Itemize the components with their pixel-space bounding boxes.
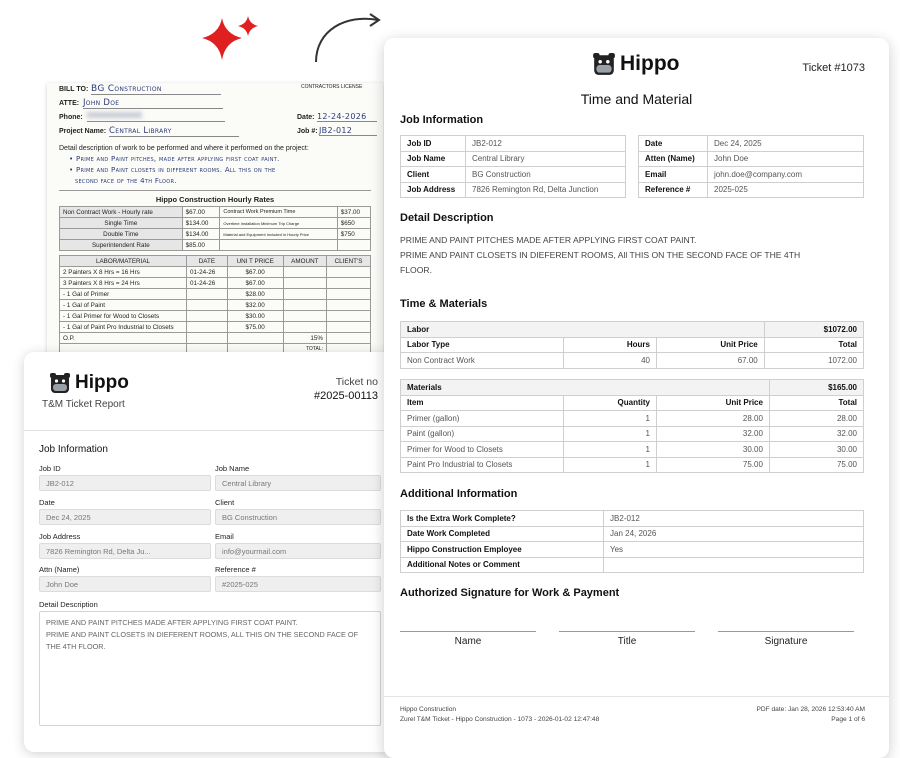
- rate-cell: Single Time: [60, 218, 183, 229]
- detail-text-2: PRIME AND PAINT CLOSETS IN DIEFERENT ROOMS, ALL THIS ON THE SECOND FACE OF THE 4TH FLOOR.: [46, 630, 359, 651]
- detail-label: Detail Description: [39, 600, 98, 609]
- footer-ticket: Zurel T&M Ticket - Hippo Construction - 1073 - 2026-01-02 12:47:48: [400, 716, 600, 723]
- labor-label: Labor: [401, 322, 765, 338]
- detail-line-3: second face of the 4th Floor.: [75, 177, 177, 185]
- materials-cell: 32.00: [657, 426, 770, 442]
- lm-header: AMOUNT: [283, 256, 326, 267]
- kv-key: Is the Extra Work Complete?: [401, 511, 604, 527]
- op-value: 15%: [283, 333, 326, 344]
- rate-cell: $67.00: [182, 207, 220, 218]
- footer-divider: [384, 696, 889, 697]
- kv-key: Job Address: [401, 182, 466, 198]
- additional-title: Additional Information: [400, 488, 518, 500]
- pdf-detail-line-2: PRIME AND PAINT CLOSETS IN DIEFERENT ROOMS, All THIS ON THE SECOND FACE OF THE 4TH: [400, 250, 801, 260]
- lm-cell: $67.00: [227, 267, 283, 278]
- divider: [59, 190, 371, 191]
- sig-name-label: Name: [454, 636, 482, 647]
- labor-header: Labor Type: [401, 337, 564, 353]
- labor-header: Hours: [564, 337, 657, 353]
- footer-pdf-date: PDF date: Jan 28, 2026 12:53:40 AM: [756, 706, 865, 713]
- pdf-ticket-number: Ticket #1073: [802, 62, 865, 74]
- total-label: TOTAL:: [283, 344, 326, 355]
- date-label: Date: [39, 498, 55, 507]
- lm-cell: [327, 278, 371, 289]
- rate-cell: $134.00: [182, 229, 220, 240]
- signature-title: Authorized Signature for Work & Payment: [400, 587, 620, 599]
- lm-cell: $67.00: [227, 278, 283, 289]
- kv-key: Client: [401, 167, 466, 183]
- client-field[interactable]: BG Construction: [215, 509, 381, 525]
- ticket-report-card: [24, 352, 398, 752]
- lm-cell: 01-24-26: [187, 267, 228, 278]
- lm-cell: - 1 Gal of Primer: [60, 289, 187, 300]
- lm-cell: 3 Painters X 8 Hrs = 24 Hrs: [60, 278, 187, 289]
- op-label: O.P.: [60, 333, 187, 344]
- kv-key: Hippo Construction Employee: [401, 542, 604, 558]
- rate-cell: $750: [337, 229, 370, 240]
- detail-textarea[interactable]: [39, 611, 381, 726]
- redacted-phone: [87, 112, 142, 118]
- lm-cell: [327, 289, 371, 300]
- materials-cell: 28.00: [657, 411, 770, 427]
- job-id-label: Job ID: [39, 464, 61, 473]
- job-name-field[interactable]: Central Library: [215, 475, 381, 491]
- lm-cell: [187, 289, 228, 300]
- attn-label: Attn (Name): [39, 565, 80, 574]
- lm-cell: - 1 Gal of Paint Pro Industrial to Closets: [60, 322, 187, 333]
- labor-cell: 1072.00: [764, 353, 863, 369]
- kv-value: John Doe: [708, 151, 864, 167]
- labor-cell: 40: [564, 353, 657, 369]
- materials-label: Materials: [401, 380, 770, 396]
- lm-cell: [187, 311, 228, 322]
- kv-key: Job ID: [401, 136, 466, 152]
- materials-cell: 32.00: [769, 426, 863, 442]
- materials-cell: 28.00: [769, 411, 863, 427]
- lm-cell: [283, 289, 326, 300]
- lm-cell: $32.00: [227, 300, 283, 311]
- lm-cell: [283, 267, 326, 278]
- materials-cell: 1: [564, 442, 657, 458]
- detail-title: Detail Description: [400, 212, 494, 224]
- brand-logo: [49, 372, 129, 394]
- kv-value: Jan 24, 2026: [604, 526, 864, 542]
- reference-label: Reference #: [215, 565, 256, 574]
- labor-header: Unit Price: [657, 337, 765, 353]
- sparkle-icon: [198, 14, 262, 64]
- kv-value: Dec 24, 2025: [708, 136, 864, 152]
- materials-cell: Primer for Wood to Closets: [401, 442, 564, 458]
- materials-cell: 75.00: [657, 457, 770, 473]
- pdf-detail-line-3: FLOOR.: [400, 265, 432, 275]
- phone-value: [87, 112, 225, 122]
- atte-value: John Doe: [83, 98, 223, 109]
- lm-cell: - 1 Gal of Paint: [60, 300, 187, 311]
- rate-cell: Contract Work Premium Time: [220, 207, 337, 218]
- materials-header: Unit Price: [657, 395, 770, 411]
- lm-cell: 01-24-26: [187, 278, 228, 289]
- rate-cell: Double Time: [60, 229, 183, 240]
- kv-value: john.doe@company.com: [708, 167, 864, 183]
- kv-value: Yes: [604, 542, 864, 558]
- labor-table: [400, 321, 864, 369]
- lm-header: DATE: [187, 256, 228, 267]
- job-info-left-table: [400, 135, 626, 198]
- rate-cell: $650: [337, 218, 370, 229]
- materials-cell: Paint (gallon): [401, 426, 564, 442]
- materials-header: Total: [769, 395, 863, 411]
- pdf-brand-name: Hippo: [620, 52, 680, 75]
- bill-to-label: BILL TO:: [59, 86, 89, 93]
- ticket-number: #2025-00113: [313, 390, 378, 402]
- lm-cell: [187, 322, 228, 333]
- report-subtitle: T&M Ticket Report: [42, 399, 125, 410]
- lm-cell: [327, 267, 371, 278]
- materials-header: Item: [401, 395, 564, 411]
- kv-key: Date: [639, 136, 708, 152]
- detail-prompt: Detail description of work to be performed and where it performed on the project:: [59, 145, 309, 152]
- footer-page: Page 1 of 6: [831, 716, 865, 723]
- lm-header: CLIENT'S: [327, 256, 371, 267]
- date-field[interactable]: Dec 24, 2025: [39, 509, 211, 525]
- kv-value: JB2-012: [466, 136, 626, 152]
- lm-cell: [327, 322, 371, 333]
- sig-title-label: Title: [617, 636, 637, 647]
- rates-table: [59, 206, 371, 251]
- lm-cell: 2 Painters X 8 Hrs = 16 Hrs: [60, 267, 187, 278]
- kv-value: JB2-012: [604, 511, 864, 527]
- pdf-preview-card: [384, 38, 889, 758]
- phone-label: Phone:: [59, 114, 83, 121]
- lm-cell: [227, 333, 283, 344]
- pdf-brand-logo: [592, 52, 679, 76]
- sig-line-name: [400, 631, 536, 632]
- materials-cell: 75.00: [769, 457, 863, 473]
- sig-line-title: [559, 631, 695, 632]
- address-field[interactable]: 7826 Remington Rd, Delta Ju...: [39, 543, 211, 559]
- lm-cell: $30.00: [227, 311, 283, 322]
- rate-cell: [337, 240, 370, 251]
- client-label: Client: [215, 498, 235, 507]
- header-divider: [24, 430, 398, 431]
- labor-header: Total: [764, 337, 863, 353]
- materials-cell: Primer (gallon): [401, 411, 564, 427]
- kv-value: 7826 Remington Rd, Delta Junction: [466, 182, 626, 198]
- detail-line-1: • Prime and Paint pitches, made after applying first coat paint.: [69, 155, 280, 163]
- rate-cell: $134.00: [182, 218, 220, 229]
- rates-title: Hippo Construction Hourly Rates: [155, 195, 275, 204]
- bill-to-value: BG Construction: [91, 84, 221, 95]
- materials-cell: Paint Pro Industrial to Closets: [401, 457, 564, 473]
- kv-key: Atten (Name): [639, 151, 708, 167]
- additional-table: [400, 510, 864, 573]
- ticket-label: Ticket no: [335, 376, 378, 388]
- materials-cell: 1: [564, 426, 657, 442]
- materials-cell: 1: [564, 411, 657, 427]
- kv-value: BG Construction: [466, 167, 626, 183]
- lm-cell: [327, 300, 371, 311]
- sig-signature-label: Signature: [764, 636, 808, 647]
- rate-cell: Superintendent Rate: [60, 240, 183, 251]
- kv-value: [604, 557, 864, 573]
- lm-cell: [283, 311, 326, 322]
- job-info-title: Job Information: [400, 114, 484, 126]
- rate-cell: Overtime Installation Minimum Trip Charge: [220, 218, 337, 229]
- detail-line-2: • Prime and Paint closets in different rooms. All this on the: [69, 166, 276, 174]
- sig-line-signature: [718, 631, 854, 632]
- lm-cell: - 1 Gal Primer for Wood to Closets: [60, 311, 187, 322]
- labor-total: $1072.00: [764, 322, 863, 338]
- lm-cell: [327, 311, 371, 322]
- email-field[interactable]: info@yourmail.com: [215, 543, 381, 559]
- job-info-right-table: [638, 135, 864, 198]
- rate-cell: Non Contract Work - Hourly rate: [60, 207, 183, 218]
- date-label: Date:: [297, 114, 315, 121]
- hippo-logo-icon: [592, 53, 616, 76]
- kv-key: Job Name: [401, 151, 466, 167]
- labor-material-table: [59, 255, 371, 355]
- job-name-label: Job Name: [215, 464, 250, 473]
- materials-table: [400, 379, 864, 473]
- reference-field[interactable]: #2025-025: [215, 576, 381, 592]
- detail-text-1: PRIME AND PAINT PITCHES MADE AFTER APPLYING FIRST COAT PAINT.: [46, 618, 298, 627]
- date-value: 12-24-2026: [317, 112, 377, 122]
- email-label: Email: [215, 532, 234, 541]
- contractors-license: CONTRACTORS LICENSE: [301, 84, 363, 90]
- kv-key: Reference #: [639, 182, 708, 198]
- materials-cell: 30.00: [769, 442, 863, 458]
- lm-header: LABOR/MATERIAL: [60, 256, 187, 267]
- labor-cell: 67.00: [657, 353, 765, 369]
- footer-company: Hippo Construction: [400, 706, 457, 713]
- address-label: Job Address: [39, 532, 81, 541]
- project-value: Central Library: [109, 126, 239, 137]
- rate-cell: $37.00: [337, 207, 370, 218]
- pdf-detail-line-1: PRIME AND PAINT PITCHES MADE AFTER APPLYING FIRST COAT PAINT.: [400, 235, 697, 245]
- kv-key: Date Work Completed: [401, 526, 604, 542]
- pdf-detail-text: [400, 233, 800, 278]
- lm-cell: $75.00: [227, 322, 283, 333]
- materials-total: $165.00: [769, 380, 863, 396]
- rate-cell: Material and Equipment Included in Hourly Price: [220, 229, 337, 240]
- lm-cell: [283, 322, 326, 333]
- paper-tm-form: [47, 83, 383, 368]
- curved-arrow-icon: [306, 10, 388, 66]
- kv-key: Email: [639, 167, 708, 183]
- project-label: Project Name:: [59, 128, 107, 135]
- lm-cell: [187, 300, 228, 311]
- lm-cell: [327, 333, 371, 344]
- lm-cell: [187, 333, 228, 344]
- rate-cell: $85.00: [182, 240, 220, 251]
- kv-key: Additional Notes or Comment: [401, 557, 604, 573]
- labor-cell: Non Contract Work: [401, 353, 564, 369]
- atte-label: ATTE:: [59, 100, 80, 107]
- hippo-logo-icon: [49, 373, 71, 394]
- materials-cell: 1: [564, 457, 657, 473]
- lm-header: UNI T PRICE: [227, 256, 283, 267]
- kv-value: Central Library: [466, 151, 626, 167]
- rate-cell: [220, 240, 337, 251]
- tm-title: Time & Materials: [400, 298, 488, 310]
- lm-cell: $28.00: [227, 289, 283, 300]
- materials-header: Quantity: [564, 395, 657, 411]
- kv-value: 2025-025: [708, 182, 864, 198]
- materials-cell: 30.00: [657, 442, 770, 458]
- lm-cell: [283, 300, 326, 311]
- job-label: Job #:: [297, 128, 318, 135]
- job-value: JB2-012: [319, 126, 377, 136]
- brand-name: Hippo: [75, 372, 129, 393]
- job-id-field[interactable]: JB2-012: [39, 475, 211, 491]
- pdf-title: Time and Material: [580, 91, 693, 107]
- lm-cell: [283, 278, 326, 289]
- attn-field[interactable]: John Doe: [39, 576, 211, 592]
- section-title: Job Information: [39, 444, 108, 455]
